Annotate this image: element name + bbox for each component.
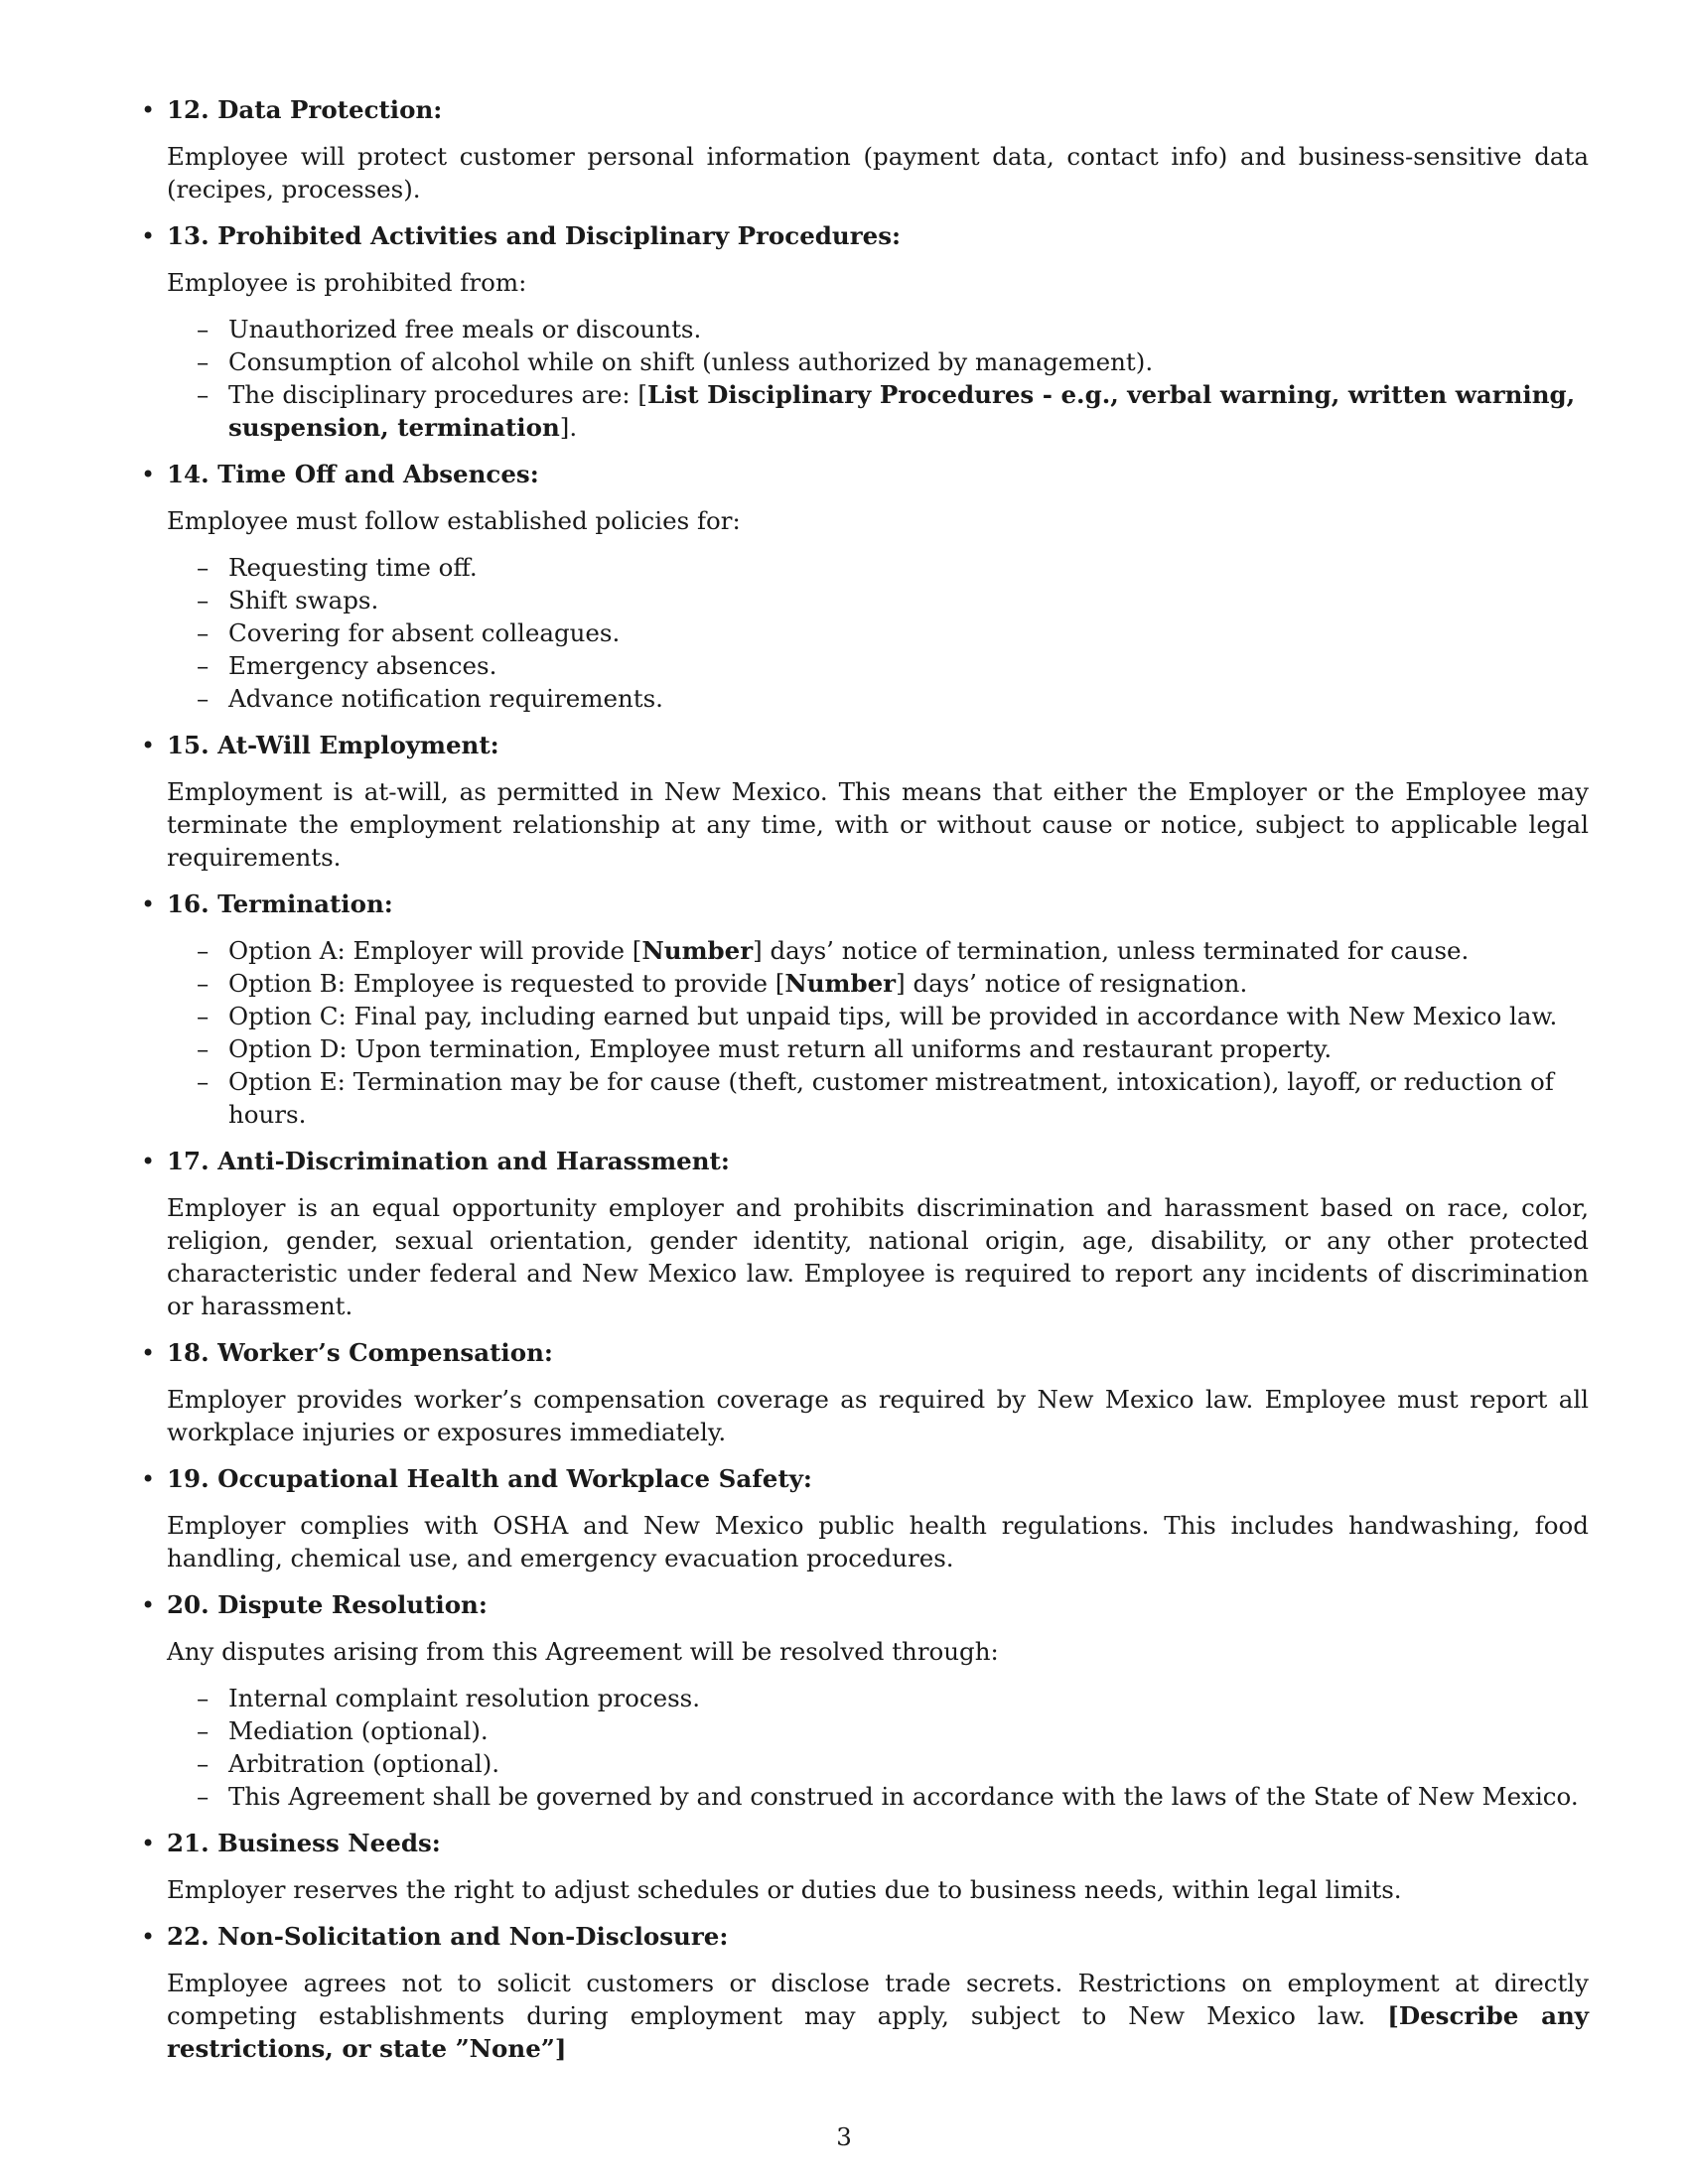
paragraph-text: Employer is an equal opportunity employer and prohibits discrimination and harassment based on race, color, religion, gender, sexual orientation, gender identity, national origin, age, disability, or any other protected characteristic under federal and New Mexico law. Employee is required to report any incidents of discrimination or harassment. [167, 1193, 1589, 1320]
section-paragraph [167, 266, 1589, 299]
list-item-text: The disciplinary procedures are: [ [228, 380, 647, 409]
dash-icon: – [197, 1749, 210, 1778]
bullet-icon: • [141, 890, 156, 918]
section-16-termination [141, 887, 1589, 1131]
dash-icon: – [197, 969, 210, 998]
list-item [197, 378, 1589, 444]
list-item-text: Option A: Employer will provide [ [228, 936, 642, 965]
paragraph-text: Employee agrees not to solicit customers or disclose trade secrets. Restrictions on employment at directly competing establishments during employment may apply, subject to New Mexico law. [167, 1969, 1589, 2030]
document-body [141, 93, 1589, 2079]
paragraph-placeholder: [Describe any restrictions, or state ”None”] [167, 2001, 1589, 2063]
list-item-text: ]. [559, 413, 578, 442]
paragraph-text: Employer complies with OSHA and New Mexico public health regulations. This includes handwashing, food handling, chemical use, and emergency evacuation procedures. [167, 1511, 1589, 1572]
list-item [197, 584, 1589, 616]
dash-list [167, 551, 1589, 715]
list-item-text: Mediation (optional). [228, 1716, 489, 1745]
section-heading: 15. At-Will Employment: [167, 731, 499, 759]
section-heading: 22. Non-Solicitation and Non-Disclosure: [167, 1922, 729, 1951]
section-paragraph [167, 1509, 1589, 1574]
section-12-data-protection [141, 93, 1589, 205]
list-item [197, 616, 1589, 649]
dash-icon: – [197, 553, 210, 582]
list-item [197, 1714, 1589, 1747]
section-22-non-solicitation-and-non-disclosure [141, 1920, 1589, 2065]
list-item [197, 1747, 1589, 1780]
list-item-text: Unauthorized free meals or discounts. [228, 315, 702, 343]
list-item-text: Consumption of alcohol while on shift (unless authorized by management). [228, 347, 1154, 376]
list-item-text: Option D: Upon termination, Employee must return all uniforms and restaurant property. [228, 1034, 1333, 1063]
dash-icon: – [197, 936, 210, 965]
dash-icon: – [197, 1716, 210, 1745]
list-item-text: Internal complaint resolution process. [228, 1684, 701, 1712]
section-paragraph [167, 1383, 1589, 1448]
section-paragraph [167, 504, 1589, 537]
list-item-text: ] days’ notice of termination, unless terminated for cause. [753, 936, 1470, 965]
bullet-icon: • [141, 461, 156, 488]
list-item [197, 313, 1589, 345]
section-heading: 20. Dispute Resolution: [167, 1590, 488, 1619]
section-19-occupational-health-and-workplace-safety [141, 1462, 1589, 1574]
paragraph-text: Employer reserves the right to adjust schedules or duties due to business needs, within legal limits. [167, 1875, 1402, 1904]
section-paragraph [167, 1191, 1589, 1322]
list-item-placeholder: Number [641, 936, 754, 965]
section-17-anti-discrimination-and-harassment [141, 1145, 1589, 1322]
section-paragraph [167, 1873, 1589, 1906]
paragraph-text: Employee must follow established policies for: [167, 506, 741, 535]
section-heading: 12. Data Protection: [167, 95, 443, 124]
dash-icon: – [197, 586, 210, 614]
bullet-icon: • [141, 96, 156, 124]
list-item [197, 649, 1589, 682]
bullet-icon: • [141, 1591, 156, 1619]
list-item-text: Covering for absent colleagues. [228, 618, 621, 647]
section-heading: 21. Business Needs: [167, 1829, 441, 1857]
dash-icon: – [197, 618, 210, 647]
list-item [197, 1682, 1589, 1714]
section-heading: 19. Occupational Health and Workplace Safety: [167, 1464, 812, 1493]
list-item [197, 967, 1589, 1000]
bullet-icon: • [141, 1830, 156, 1857]
list-item-text: Arbitration (optional). [228, 1749, 500, 1778]
bullet-icon: • [141, 1465, 156, 1493]
list-item [197, 934, 1589, 967]
section-paragraph [167, 1635, 1589, 1668]
bullet-icon: • [141, 222, 156, 250]
section-heading: 14. Time Off and Absences: [167, 460, 539, 488]
list-item-placeholder: Number [784, 969, 897, 998]
dash-icon: – [197, 651, 210, 680]
list-item [197, 1065, 1589, 1131]
dash-icon: – [197, 1684, 210, 1712]
list-item-placeholder: List Disciplinary Procedures - e.g., verbal warning, written warning, suspension, termination [228, 380, 1576, 442]
section-15-at-will-employment [141, 729, 1589, 874]
bullet-icon: • [141, 1339, 156, 1367]
section-13-prohibited-activities-and-disciplinary-procedures [141, 219, 1589, 444]
list-item-text: This Agreement shall be governed by and construed in accordance with the laws of the State of New Mexico. [228, 1782, 1579, 1811]
list-item-text: Shift swaps. [228, 586, 379, 614]
list-item [197, 682, 1589, 715]
list-item [197, 1780, 1589, 1813]
bullet-icon: • [141, 1923, 156, 1951]
paragraph-text: Any disputes arising from this Agreement will be resolved through: [167, 1637, 999, 1666]
section-20-dispute-resolution [141, 1588, 1589, 1813]
section-heading: 17. Anti-Discrimination and Harassment: [167, 1147, 730, 1175]
dash-icon: – [197, 1782, 210, 1811]
list-item-text: Emergency absences. [228, 651, 497, 680]
list-item [197, 1000, 1589, 1032]
paragraph-text: Employee is prohibited from: [167, 268, 527, 297]
list-item-text: Advance notification requirements. [228, 684, 663, 713]
section-14-time-off-and-absences [141, 458, 1589, 715]
section-paragraph [167, 775, 1589, 874]
dash-icon: – [197, 1067, 210, 1096]
dash-icon: – [197, 684, 210, 713]
list-item [197, 1032, 1589, 1065]
section-heading: 13. Prohibited Activities and Disciplinary Procedures: [167, 221, 902, 250]
list-item-text: Option E: Termination may be for cause (theft, customer mistreatment, intoxication), layoff, or reduction of hours. [228, 1067, 1554, 1129]
dash-icon: – [197, 347, 210, 376]
section-paragraph [167, 140, 1589, 205]
dash-icon: – [197, 315, 210, 343]
section-heading: 16. Termination: [167, 889, 393, 918]
paragraph-text: Employee will protect customer personal information (payment data, contact info) and business-sensitive data (recipes, processes). [167, 142, 1589, 204]
list-item-text: Option B: Employee is requested to provide [ [228, 969, 785, 998]
dash-list [167, 934, 1589, 1131]
page-number: 3 [836, 2122, 852, 2151]
dash-icon: – [197, 1034, 210, 1063]
section-heading: 18. Worker’s Compensation: [167, 1338, 553, 1367]
section-paragraph [167, 1967, 1589, 2065]
list-item-text: ] days’ notice of resignation. [896, 969, 1248, 998]
paragraph-text: Employer provides worker’s compensation coverage as required by New Mexico law. Employee must report all workplace injuries or exposures immediately. [167, 1385, 1589, 1446]
paragraph-text: Employment is at-will, as permitted in New Mexico. This means that either the Employer or the Employee may terminate the employment relationship at any time, with or without cause or notice, subject to applicable legal requirements. [167, 777, 1589, 872]
list-item [197, 345, 1589, 378]
list-item [197, 551, 1589, 584]
list-item-text: Requesting time off. [228, 553, 478, 582]
bullet-icon: • [141, 1148, 156, 1175]
dash-list [167, 1682, 1589, 1813]
bullet-icon: • [141, 732, 156, 759]
dash-icon: – [197, 1002, 210, 1030]
dash-icon: – [197, 380, 210, 409]
dash-list [167, 313, 1589, 444]
section-18-worker-s-compensation [141, 1336, 1589, 1448]
list-item-text: Option C: Final pay, including earned but unpaid tips, will be provided in accordance with New Mexico law. [228, 1002, 1558, 1030]
section-21-business-needs [141, 1827, 1589, 1906]
